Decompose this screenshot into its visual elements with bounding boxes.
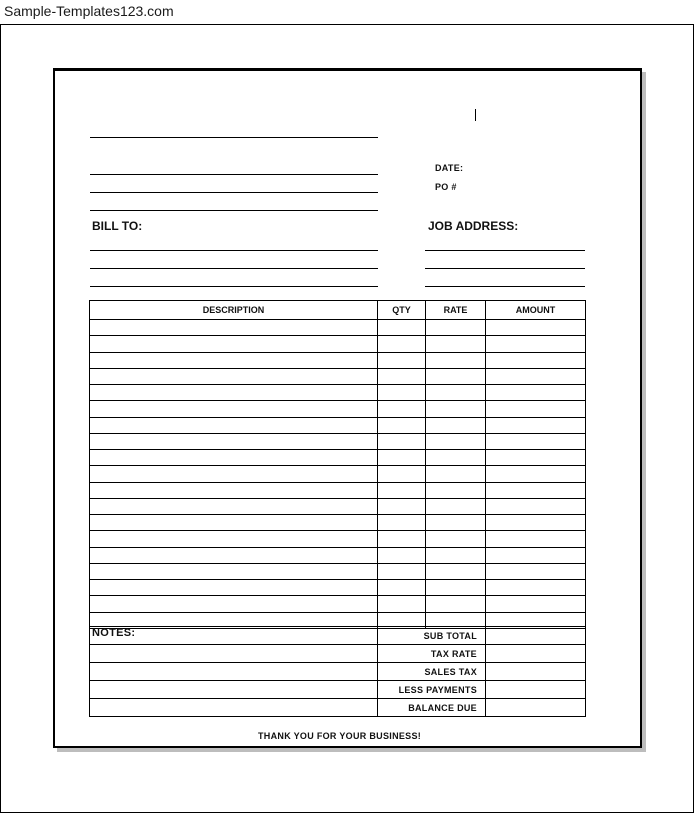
rate-cell[interactable] [426,515,486,531]
notes-totals-table [89,626,586,717]
table-row [90,417,586,433]
description-header: DESCRIPTION [90,301,378,320]
table-row [90,547,586,563]
description-cell[interactable] [90,498,378,514]
amount-cell[interactable] [486,482,586,498]
company-address-line-2[interactable] [90,192,378,193]
sales-tax-label: SALES TAX [378,663,486,681]
description-cell[interactable] [90,401,378,417]
qty-cell[interactable] [378,580,426,596]
amount-cell[interactable] [486,450,586,466]
amount-cell[interactable] [486,515,586,531]
rate-cell[interactable] [426,450,486,466]
company-address-line-1[interactable] [90,174,378,175]
table-row [90,466,586,482]
less-payments-value[interactable] [486,681,586,699]
rate-cell[interactable] [426,401,486,417]
amount-cell[interactable] [486,417,586,433]
sales-tax-value[interactable] [486,663,586,681]
table-row [90,596,586,612]
table-row [90,385,586,401]
qty-cell[interactable] [378,596,426,612]
amount-cell[interactable] [486,596,586,612]
qty-cell[interactable] [378,417,426,433]
amount-cell[interactable] [486,320,586,336]
qty-cell[interactable] [378,531,426,547]
table-row [90,433,586,449]
rate-cell[interactable] [426,336,486,352]
description-cell[interactable] [90,547,378,563]
amount-cell[interactable] [486,531,586,547]
amount-header: AMOUNT [486,301,586,320]
description-cell[interactable] [90,417,378,433]
description-cell[interactable] [90,336,378,352]
description-cell[interactable] [90,482,378,498]
totals-row [90,699,586,717]
job-address-line-2[interactable] [425,268,585,269]
line-items-body [90,320,586,629]
description-cell[interactable] [90,563,378,579]
amount-cell[interactable] [486,368,586,384]
qty-cell[interactable] [378,547,426,563]
rate-cell[interactable] [426,531,486,547]
rate-cell[interactable] [426,547,486,563]
qty-cell[interactable] [378,401,426,417]
qty-cell[interactable] [378,450,426,466]
company-address-line-3[interactable] [90,210,378,211]
notes-label: NOTES: [90,627,378,645]
totals-row [90,627,586,645]
amount-cell[interactable] [486,498,586,514]
amount-cell[interactable] [486,433,586,449]
rate-cell[interactable] [426,368,486,384]
notes-line[interactable] [90,645,378,663]
qty-header: QTY [378,301,426,320]
description-cell[interactable] [90,580,378,596]
balance-due-label: BALANCE DUE [378,699,486,717]
description-cell[interactable] [90,596,378,612]
totals-row [90,681,586,699]
description-cell[interactable] [90,320,378,336]
description-cell[interactable] [90,450,378,466]
sub-total-label: SUB TOTAL [378,627,486,645]
rate-header: RATE [426,301,486,320]
job-address-line-3[interactable] [425,286,585,287]
amount-cell[interactable] [486,336,586,352]
description-cell[interactable] [90,368,378,384]
bill-to-line-2[interactable] [90,268,378,269]
rate-cell[interactable] [426,498,486,514]
qty-cell[interactable] [378,433,426,449]
table-row [90,498,586,514]
qty-cell[interactable] [378,482,426,498]
job-address-line-1[interactable] [425,250,585,251]
po-label: PO # [435,182,457,192]
sub-total-value[interactable] [486,627,586,645]
qty-cell[interactable] [378,320,426,336]
text-cursor-mark [475,109,476,121]
amount-cell[interactable] [486,385,586,401]
qty-cell[interactable] [378,368,426,384]
table-row [90,401,586,417]
description-cell[interactable] [90,531,378,547]
rate-cell[interactable] [426,352,486,368]
less-payments-label: LESS PAYMENTS [378,681,486,699]
qty-cell[interactable] [378,498,426,514]
site-watermark: Sample-Templates123.com [4,3,174,19]
amount-cell[interactable] [486,352,586,368]
qty-cell[interactable] [378,563,426,579]
amount-cell[interactable] [486,401,586,417]
table-row [90,352,586,368]
bill-to-label: BILL TO: [92,219,143,233]
totals-row [90,645,586,663]
rate-cell[interactable] [426,466,486,482]
qty-cell[interactable] [378,385,426,401]
bill-to-line-1[interactable] [90,250,378,251]
table-row [90,336,586,352]
tax-rate-value[interactable] [486,645,586,663]
description-cell[interactable] [90,385,378,401]
amount-cell[interactable] [486,580,586,596]
bill-to-line-3[interactable] [90,286,378,287]
thank-you-footer: THANK YOU FOR YOUR BUSINESS! [258,731,422,741]
qty-cell[interactable] [378,466,426,482]
rate-cell[interactable] [426,320,486,336]
qty-cell[interactable] [378,515,426,531]
notes-line[interactable] [90,681,378,699]
tax-rate-label: TAX RATE [378,645,486,663]
rate-cell[interactable] [426,596,486,612]
description-cell[interactable] [90,352,378,368]
balance-due-value[interactable] [486,699,586,717]
date-label: DATE: [435,163,464,173]
rate-cell[interactable] [426,417,486,433]
description-cell[interactable] [90,466,378,482]
qty-cell[interactable] [378,336,426,352]
table-row [90,580,586,596]
table-row [90,320,586,336]
amount-cell[interactable] [486,563,586,579]
rate-cell[interactable] [426,563,486,579]
amount-cell[interactable] [486,547,586,563]
job-address-label: JOB ADDRESS: [428,219,519,233]
rate-cell[interactable] [426,433,486,449]
table-row [90,482,586,498]
qty-cell[interactable] [378,352,426,368]
rate-cell[interactable] [426,580,486,596]
rate-cell[interactable] [426,482,486,498]
line-items-table [89,300,586,629]
company-name-line[interactable] [90,137,378,138]
notes-line[interactable] [90,699,378,717]
table-row [90,563,586,579]
table-row [90,368,586,384]
table-row [90,450,586,466]
totals-row [90,663,586,681]
notes-line[interactable] [90,663,378,681]
description-cell[interactable] [90,515,378,531]
amount-cell[interactable] [486,466,586,482]
description-cell[interactable] [90,433,378,449]
rate-cell[interactable] [426,385,486,401]
table-header-row [90,301,586,320]
table-row [90,531,586,547]
table-row [90,515,586,531]
